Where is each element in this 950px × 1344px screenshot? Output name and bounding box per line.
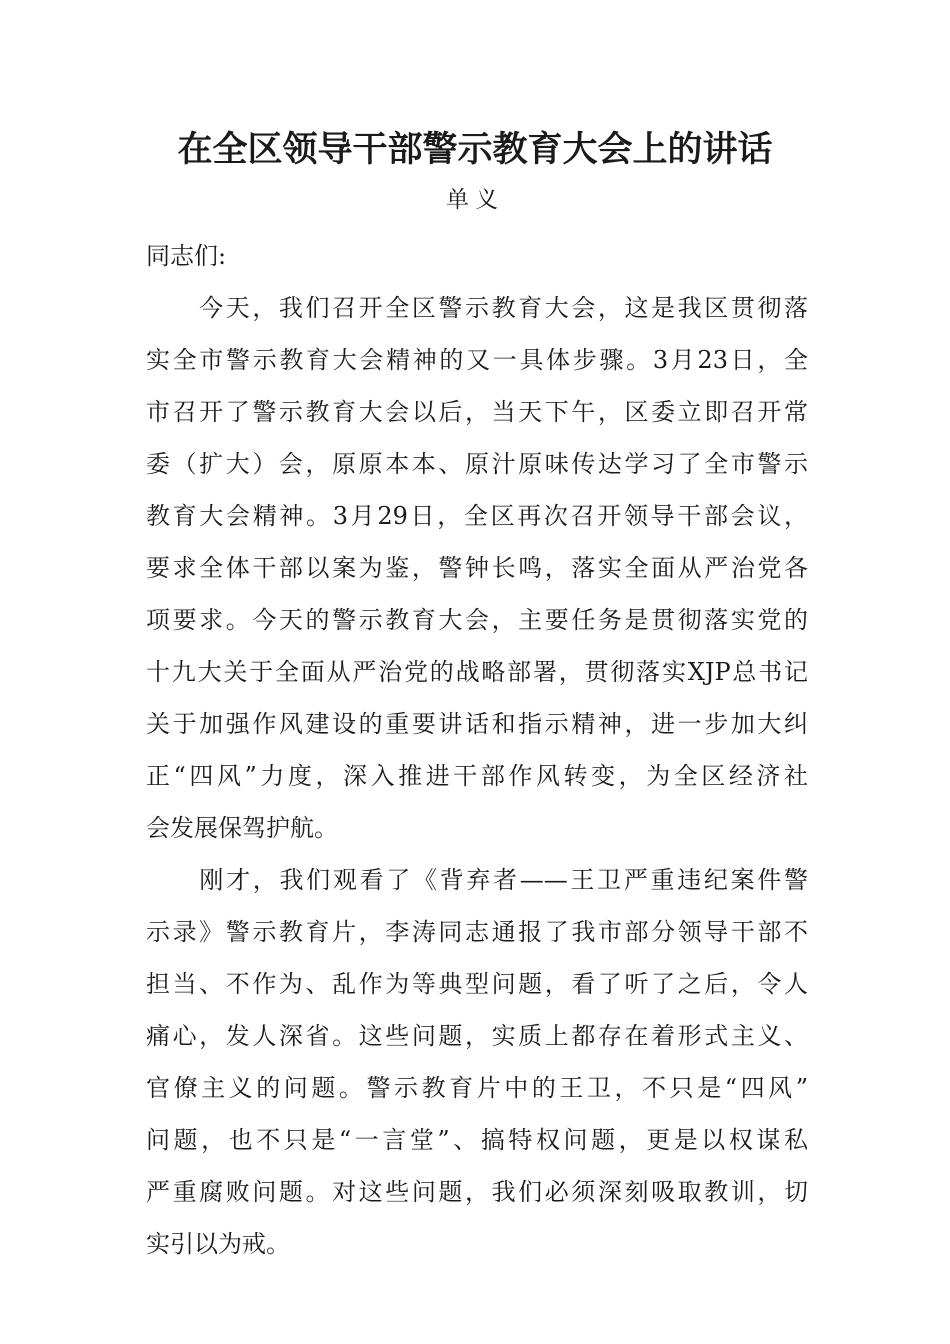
body-line: 实引以为戒。	[146, 1230, 290, 1258]
body-line: 委（扩大）会，原原本本、原汁原味传达学习了全市警示	[146, 450, 808, 478]
body-line: 十九大关于全面从严治党的战略部署，贯彻落实XJP总书记	[146, 658, 808, 686]
body-line: 痛心，发人深省。这些问题，实质上都存在着形式主义、	[146, 1022, 808, 1050]
body-line: 担当、不作为、乱作为等典型问题，看了听了之后，令人	[146, 970, 808, 998]
body-line: 市召开了警示教育大会以后，当天下午，区委立即召开常	[146, 398, 808, 426]
body-line: 同志们:	[146, 242, 227, 270]
body-line: 示录》警示教育片，李涛同志通报了我市部分领导干部不	[146, 918, 808, 946]
body-line: 严重腐败问题。对这些问题，我们必须深刻吸取教训，切	[146, 1178, 808, 1206]
body-line: 会发展保驾护航。	[146, 814, 338, 842]
body-line: 教育大会精神。3月29日，全区再次召开领导干部会议，	[146, 502, 808, 530]
body-line: 正“四风”力度，深入推进干部作风转变，为全区经济社	[146, 762, 808, 790]
body-line: 关于加强作风建设的重要讲话和指示精神，进一步加大纠	[146, 710, 808, 738]
body-line: 刚才，我们观看了《背弃者——王卫严重违纪案件警	[146, 866, 808, 894]
body-line: 要求全体干部以案为鉴，警钟长鸣，落实全面从严治党各	[146, 554, 808, 582]
body-line: 官僚主义的问题。警示教育片中的王卫，不只是“四风”	[146, 1074, 808, 1102]
document-author: 单义	[446, 187, 504, 213]
body-line: 问题，也不只是“一言堂”、搞特权问题，更是以权谋私	[146, 1126, 808, 1154]
document-title: 在全区领导干部警示教育大会上的讲话	[177, 129, 773, 170]
body-line: 项要求。今天的警示教育大会，主要任务是贯彻落实党的	[146, 606, 808, 634]
body-line: 实全市警示教育大会精神的又一具体步骤。3月23日，全	[146, 346, 808, 374]
body-line: 今天，我们召开全区警示教育大会，这是我区贯彻落	[146, 294, 808, 322]
document-body	[146, 230, 808, 1270]
